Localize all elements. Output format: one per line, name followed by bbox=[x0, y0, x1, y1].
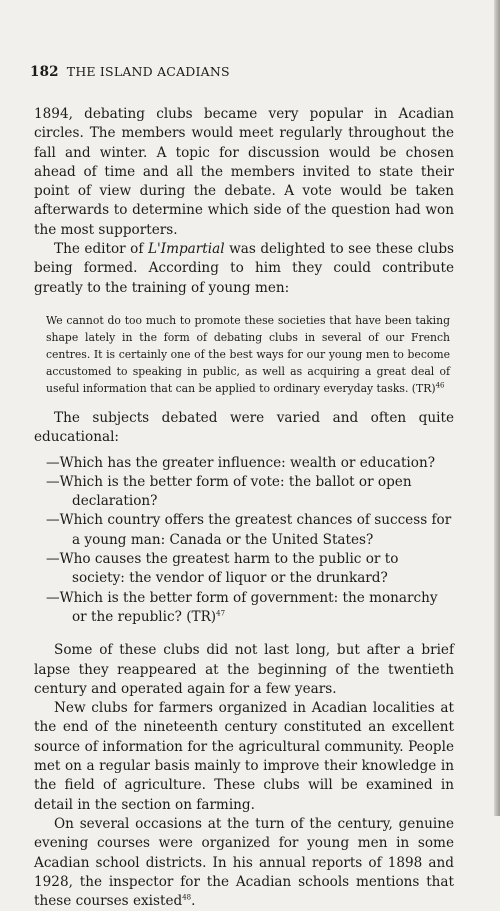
page-number: 182 bbox=[30, 64, 59, 80]
running-head bbox=[30, 64, 230, 80]
paragraph-2 bbox=[34, 240, 454, 298]
paragraph-2-end: was delighted to see these clubs being formed. According to him they could contribute greatly to the training of young men: bbox=[34, 241, 454, 296]
paragraph-5: New clubs for farmers organized in Acadian localities at the end of the nineteenth century constituted an excellent source of information for the agricultural community. People met on a regular basis mainly to improve their knowledge in the field of agriculture. These clubs will be examined in detail in the section on farming. bbox=[34, 700, 454, 813]
paragraph-6 bbox=[34, 815, 454, 911]
list-item-text: —Which is the better form of government: the monarchy or the republic? (TR) bbox=[46, 589, 438, 625]
block-quote bbox=[46, 312, 450, 397]
page-edge bbox=[494, 0, 500, 816]
paragraph-2-start: The editor of bbox=[54, 241, 148, 258]
paragraph-6-period: . bbox=[191, 893, 196, 910]
debate-topics-list bbox=[34, 454, 454, 628]
list-item bbox=[46, 589, 454, 628]
footnote-ref-47: 47 bbox=[216, 609, 226, 618]
list-item: —Which is the better form of vote: the ballot or open declaration? bbox=[46, 473, 412, 510]
list-item: —Who causes the greatest harm to the public or to society: the vendor of liquor or the drunkard? bbox=[46, 551, 399, 587]
paragraph-3: The subjects debated were varied and often quite educational: bbox=[34, 409, 454, 446]
paragraph-4: Some of these clubs did not last long, but after a brief lapse they reappeared at the beginning of the twentieth century and operated again for a few years. bbox=[34, 642, 454, 697]
paragraph-1: 1894, debating clubs became very popular in Acadian circles. The members would meet regularly throughout the fall and winter. A topic for discussion would be chosen ahead of time and all the members invited to state their point of view during the debate. A vote would be taken afterwards to determine which side of the question had won the most supporters. bbox=[34, 106, 454, 238]
footnote-ref-48: 48 bbox=[182, 893, 192, 902]
list-item: —Which has the greater influence: wealth or education? bbox=[46, 454, 435, 471]
quote-text: We cannot do too much to promote these societies that have been taking shape lately in the form of debating clubs in several of our French centres. It is certainly one of the best ways for our young men to become accustomed to speaking in public, as well as acquiring a great deal of useful information that can be applied to ordinary everyday tasks. (TR) bbox=[46, 313, 450, 395]
newspaper-title: L'Impartial bbox=[147, 241, 225, 258]
page-body bbox=[34, 105, 454, 911]
footnote-ref-46: 46 bbox=[435, 381, 445, 390]
paragraph-6-text: On several occasions at the turn of the century, genuine evening courses were organized for young men in some Acadian school districts. In his annual reports of 1898 and 1928, the inspector for the Acadian schools mentions that these courses existed bbox=[34, 815, 454, 910]
list-item: —Which country offers the greatest chances of success for a young man: Canada or the United States? bbox=[46, 512, 452, 548]
book-title: THE ISLAND ACADIANS bbox=[66, 64, 230, 79]
